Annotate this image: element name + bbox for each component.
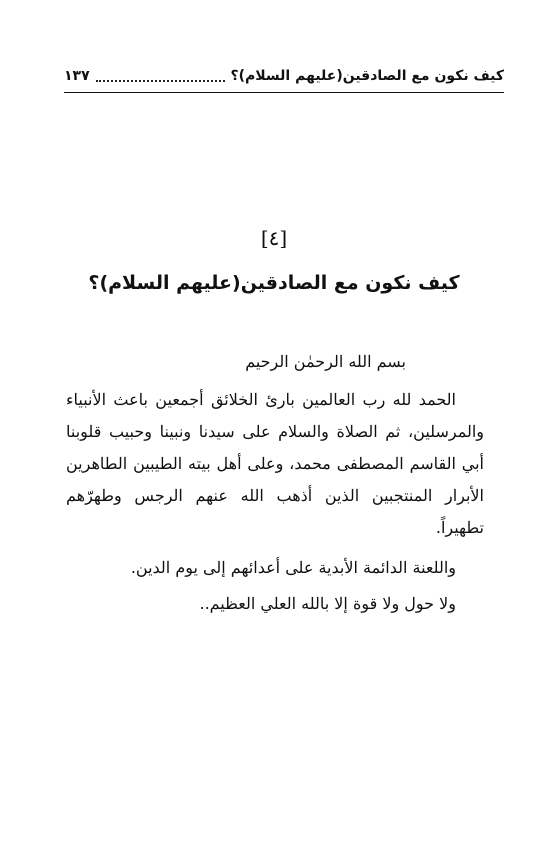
basmala: بسم الله الرحمٰن الرحيم xyxy=(245,352,406,371)
running-header xyxy=(64,62,504,90)
header-rule xyxy=(64,92,504,93)
body-text xyxy=(66,346,484,620)
header-title: كيف نكون مع الصادقين(عليهم السلام)؟ xyxy=(230,68,504,84)
header-dot-leader xyxy=(96,70,225,82)
page-number: ١٣٧ xyxy=(64,68,90,84)
chapter-number: [٤] xyxy=(260,226,288,250)
closing-paragraph: ولا حول ولا قوة إلا بالله العلي العظيم.. xyxy=(199,594,456,613)
curse-paragraph: واللعنة الدائمة الأبدية على أعدائهم إلى يوم الدين. xyxy=(130,558,456,577)
praise-paragraph: الحمد لله رب العالمين بارئ الخلائق أجمعين باعث الأنبياء والمرسلين، ثم الصلاة والسلام على سيدنا ونبينا وحبيب قلوبنا أبي القاسم المصطفى محمد، وعلى أهل بيته الطيبين الطاهرين الأبرار المنتجبين الذين أذهب الله عنهم الرجس وطهرّهم تطهيراً. xyxy=(66,390,484,537)
chapter-title: كيف نكون مع الصادقين(عليهم السلام)؟ xyxy=(88,272,460,294)
